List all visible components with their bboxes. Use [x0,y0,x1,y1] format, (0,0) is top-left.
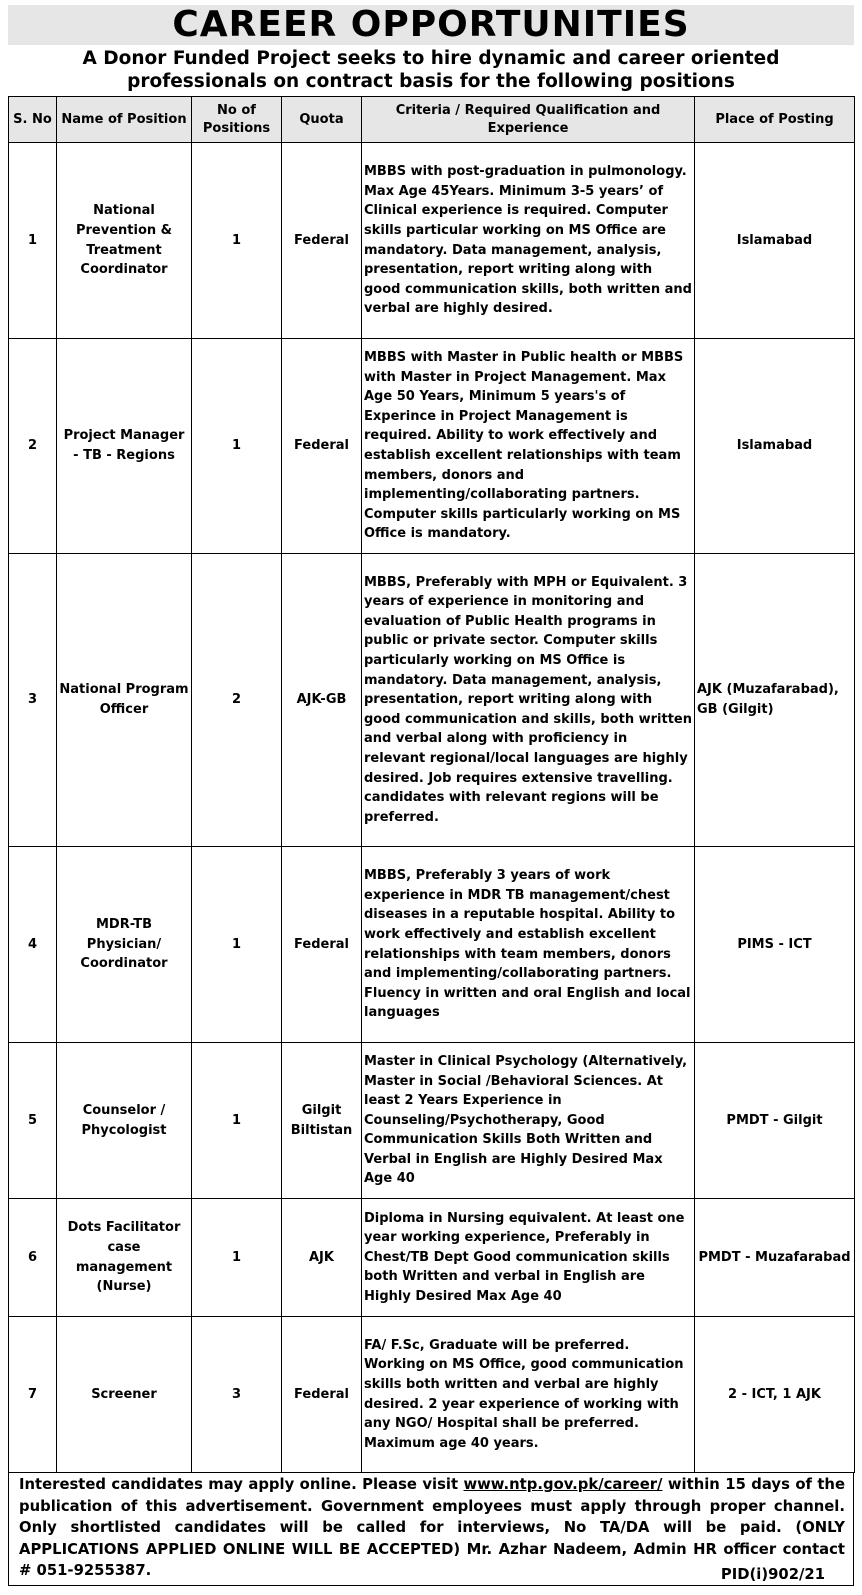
cell-count: 2 [192,554,282,847]
cell-quota: Federal [282,143,362,339]
header-quota: Quota [282,97,362,143]
subtitle [8,47,854,93]
header-criteria: Criteria / Required Qualification and Experience [362,97,695,143]
table-row [9,1043,855,1199]
cell-position: Counselor / Phycologist [57,1043,192,1199]
cell-place: PIMS - ICT [695,847,855,1043]
table-row [9,339,855,554]
career-url-link[interactable]: www.ntp.gov.pk/career/ [463,1476,663,1493]
footer-text-after-url: within 15 days of the publication of this advertisement. Government employees must apply through proper channel. Only shortlisted candidates will be called for interviews, No TA/DA will be paid. (ONLY APPLICATIONS APPLIED ONLINE WILL BE ACCEPTED) Mr. Azhar Nadeem, Admin HR officer contact # 051-9255387. [19,1476,846,1579]
cell-place: Islamabad [695,339,855,554]
cell-place: 2 - ICT, 1 AJK [695,1317,855,1473]
cell-sno: 7 [9,1317,57,1473]
header-count: No of Positions [192,97,282,143]
table-row [9,143,855,339]
header-place: Place of Posting [695,97,855,143]
cell-criteria: Diploma in Nursing equivalent. At least one year working experience, Preferably in Chest/TB Dept Good communication skills both Written and verbal in English are Highly Desired Max Age 40 [362,1199,695,1317]
table-row [9,847,855,1043]
cell-criteria: MBBS, Preferably with MPH or Equivalent. 3 years of experience in monitoring and evaluation of Public Health programs in public or private sector. Computer skills particularly working on MS Office is mandatory. Data management, analysis, presentation, report writing along with good communication and skills, both written and verbal along with proficiency in relevant regional/local languages are highly desired. Job requires extensive travelling. candidates with relevant regions will be preferred. [362,554,695,847]
cell-place: Islamabad [695,143,855,339]
table-header-row [9,97,855,143]
table-row [9,1199,855,1317]
cell-criteria: MBBS, Preferably 3 years of work experience in MDR TB management/chest diseases in a reputable hospital. Ability to work effectively and establish excellent relationships with team members, donors and implementing/collaborating partners. Fluency in written and oral English and local languages [362,847,695,1043]
cell-sno: 6 [9,1199,57,1317]
cell-position: National Program Officer [57,554,192,847]
title-bar [8,5,854,45]
cell-criteria: MBBS with post-graduation in pulmonology. Max Age 45Years. Minimum 3-5 years’ of Clinical experience is required. Computer skills particular working on MS Office are mandatory. Data management, analysis, presentation, report writing along with good communication skills, both written and verbal are highly desired. [362,143,695,339]
cell-position: MDR-TB Physician/ Coordinator [57,847,192,1043]
cell-count: 1 [192,143,282,339]
pid-number: PID(i)902/21 [717,1564,825,1585]
header-sno: S. No [9,97,57,143]
cell-criteria: MBBS with Master in Public health or MBBS with Master in Project Management. Max Age 50 Years, Minimum 5 years's of Experince in Project Management is required. Ability to work effectively and establish excellent relationships with team members, donors and implementing/collaborating partners. Computer skills particularly working on MS Office is mandatory. [362,339,695,554]
cell-count: 1 [192,1199,282,1317]
page-title: CAREER OPPORTUNITIES [172,4,690,45]
cell-position: Dots Facilitator case management (Nurse) [57,1199,192,1317]
application-instructions [8,1472,854,1586]
cell-quota: AJK [282,1199,362,1317]
cell-criteria: FA/ F.Sc, Graduate will be preferred. Working on MS Office, good communication skills both written and verbal are highly desired. 2 year experience of working with any NGO/ Hospital shall be preferred. Maximum age 40 years. [362,1317,695,1473]
cell-quota: Federal [282,339,362,554]
cell-sno: 3 [9,554,57,847]
cell-criteria: Master in Clinical Psychology (Alternatively, Master in Social /Behavioral Sciences. At least 2 Years Experience in Counseling/Psychotherapy, Good Communication Skills Both Written and Verbal in English are Highly Desired Max Age 40 [362,1043,695,1199]
cell-position: Screener [57,1317,192,1473]
cell-place: PMDT - Gilgit [695,1043,855,1199]
subtitle-line-1: A Donor Funded Project seeks to hire dynamic and career oriented [82,48,780,69]
cell-sno: 2 [9,339,57,554]
cell-count: 1 [192,339,282,554]
footer-text-before-url: Interested candidates may apply online. Please visit [19,1476,464,1493]
cell-sno: 5 [9,1043,57,1199]
table-row [9,1317,855,1473]
positions-table [8,96,855,1473]
cell-place: PMDT - Muzafarabad [695,1199,855,1317]
cell-sno: 1 [9,143,57,339]
cell-sno: 4 [9,847,57,1043]
cell-quota: Federal [282,1317,362,1473]
cell-count: 3 [192,1317,282,1473]
table-row [9,554,855,847]
cell-place: AJK (Muzafarabad), GB (Gilgit) [695,554,855,847]
subtitle-line-2: professionals on contract basis for the following positions [127,71,735,92]
header-position: Name of Position [57,97,192,143]
cell-position: National Prevention & Treatment Coordinator [57,143,192,339]
cell-quota: Gilgit Biltistan [282,1043,362,1199]
cell-count: 1 [192,1043,282,1199]
cell-position: Project Manager - TB - Regions [57,339,192,554]
cell-quota: Federal [282,847,362,1043]
cell-count: 1 [192,847,282,1043]
cell-quota: AJK-GB [282,554,362,847]
